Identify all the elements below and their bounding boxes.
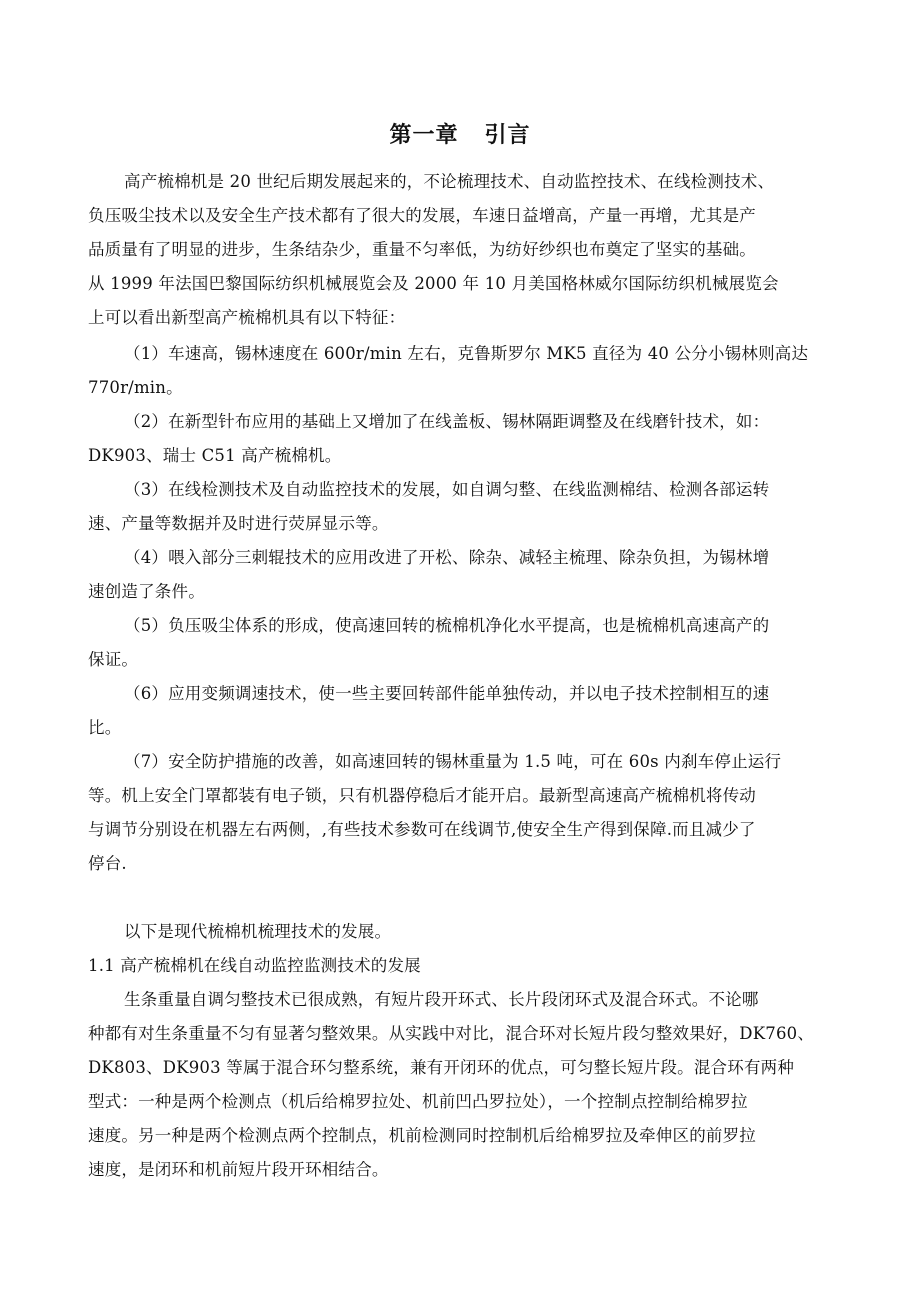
text-line: 与调节分别设在机器左右两侧，,有些技术参数可在线调节,使安全生产得到保障.而且减少了 bbox=[88, 820, 756, 839]
text-line: 速、产量等数据并及时进行荧屏显示等。 bbox=[88, 514, 389, 533]
text-line: 比。 bbox=[88, 718, 122, 737]
text-line: 等。机上安全门罩都装有电子锁，只有机器停稳后才能开启。最新型高速高产梳棉机将传动 bbox=[88, 786, 756, 805]
text-line: 从 1999 年法国巴黎国际纺织机械展览会及 2000 年 10 月美国格林威尔国际纺织机械展览会 bbox=[88, 274, 779, 293]
text-line: （4）喂入部分三刺辊技术的应用改进了开松、除杂、减轻主梳理、除杂负担，为锡林增 bbox=[124, 548, 770, 567]
text-line: DK903、瑞士 C51 高产梳棉机。 bbox=[88, 446, 342, 465]
text-line: （5）负压吸尘体系的形成，使高速回转的梳棉机净化水平提高，也是梳棉机高速高产的 bbox=[124, 616, 770, 635]
text-line: 型式：一种是两个检测点（机后给棉罗拉处、机前凹凸罗拉处），一个控制点控制给棉罗拉 bbox=[88, 1092, 748, 1111]
text-line: 速度，是闭环和机前短片段开环相结合。 bbox=[88, 1160, 389, 1179]
text-line: （1）车速高，锡林速度在 600r/min 左右，克鲁斯罗尔 MK5 直径为 40 公分小锡林则高达 bbox=[124, 344, 809, 363]
text-line: （3）在线检测技术及自动监控技术的发展，如自调匀整、在线监测棉结、检测各部运转 bbox=[124, 480, 770, 499]
text-line: DK803、DK903 等属于混合环匀整系统，兼有开闭环的优点，可匀整长短片段。混合环有两种 bbox=[88, 1058, 795, 1077]
text-line: 种都有对生条重量不匀有显著匀整效果。从实践中对比，混合环对长短片段匀整效果好，DK760、 bbox=[88, 1024, 815, 1043]
text-line: 速度。另一种是两个检测点两个控制点，机前检测同时控制机后给棉罗拉及牵伸区的前罗拉 bbox=[88, 1126, 756, 1145]
text-line: 速创造了条件。 bbox=[88, 582, 205, 601]
section-heading: 1.1 高产梳棉机在线自动监控监测技术的发展 bbox=[88, 956, 421, 975]
text-line: （2）在新型针布应用的基础上又增加了在线盖板、锡林隔距调整及在线磨针技术，如： bbox=[124, 412, 770, 431]
text-line: （7）安全防护措施的改善，如高速回转的锡林重量为 1.5 吨，可在 60s 内刹车停止运行 bbox=[124, 752, 782, 771]
text-line: 停台. bbox=[88, 854, 127, 873]
text-line: 高产梳棉机是 20 世纪后期发展起来的，不论梳理技术、自动监控技术、在线检测技术、 bbox=[124, 172, 775, 191]
text-line: 保证。 bbox=[88, 650, 139, 669]
text-line: （6）应用变频调速技术，使一些主要回转部件能单独传动，并以电子技术控制相互的速 bbox=[124, 684, 770, 703]
text-line: 负压吸尘技术以及安全生产技术都有了很大的发展，车速日益增高，产量一再增，尤其是产 bbox=[88, 206, 756, 225]
text-line: 上可以看出新型高产梳棉机具有以下特征： bbox=[88, 308, 406, 327]
text-line: 770r/min。 bbox=[88, 378, 183, 397]
text-line: 生条重量自调匀整技术已很成熟，有短片段开环式、长片段闭环式及混合环式。不论哪 bbox=[124, 990, 759, 1009]
chapter-title: 第一章 引言 bbox=[389, 123, 531, 148]
text-line: 品质量有了明显的进步，生条结杂少，重量不匀率低，为纺好纱织也布奠定了坚实的基础。 bbox=[88, 240, 756, 259]
text-line: 以下是现代梳棉机梳理技术的发展。 bbox=[124, 922, 392, 941]
